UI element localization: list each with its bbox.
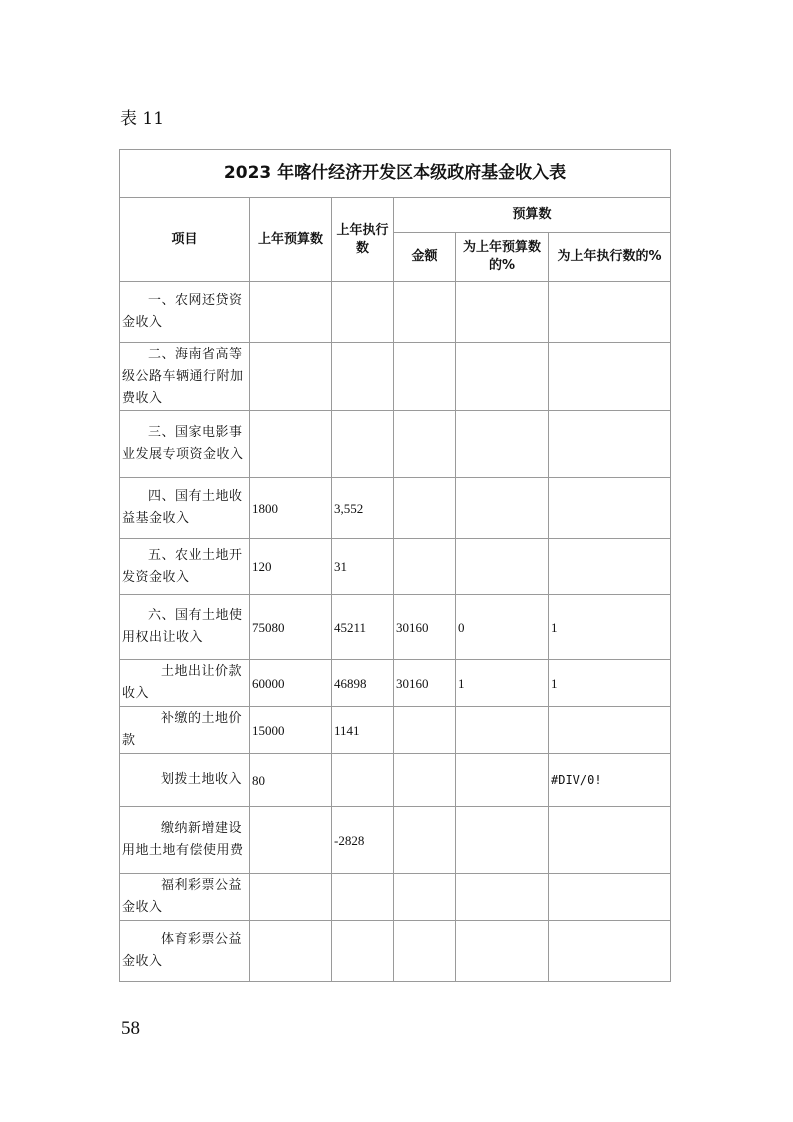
row-item-label: 六、国有土地使用权出让收入 — [120, 595, 250, 660]
cell-pct-budget — [456, 478, 549, 539]
cell-prev-exec: 1141 — [332, 707, 394, 754]
cell-amount — [394, 343, 456, 411]
cell-pct-exec — [549, 282, 671, 343]
header-amount: 金额 — [394, 233, 456, 282]
cell-pct-exec — [549, 874, 671, 921]
cell-prev-budget: 120 — [250, 539, 332, 595]
cell-prev-exec: 3,552 — [332, 478, 394, 539]
cell-pct-exec — [549, 343, 671, 411]
cell-amount — [394, 282, 456, 343]
table-label: 表 11 — [120, 109, 165, 129]
cell-pct-exec — [549, 411, 671, 478]
cell-prev-budget — [250, 874, 332, 921]
row-item-label: 福利彩票公益金收入 — [120, 874, 250, 921]
fund-revenue-table — [119, 149, 671, 982]
row-item-label: 土地出让价款收入 — [120, 660, 250, 707]
cell-pct-budget: 1 — [456, 660, 549, 707]
table-row — [120, 478, 671, 539]
table-row — [120, 754, 671, 807]
table-row — [120, 343, 671, 411]
cell-amount — [394, 478, 456, 539]
cell-pct-budget — [456, 282, 549, 343]
cell-pct-exec — [549, 921, 671, 982]
cell-pct-exec: 1 — [549, 660, 671, 707]
cell-pct-budget — [456, 343, 549, 411]
cell-amount — [394, 921, 456, 982]
cell-prev-exec — [332, 921, 394, 982]
cell-prev-budget: 75080 — [250, 595, 332, 660]
cell-pct-budget — [456, 707, 549, 754]
cell-pct-exec — [549, 807, 671, 874]
cell-prev-budget: 60000 — [250, 660, 332, 707]
table-row — [120, 595, 671, 660]
cell-pct-exec: #DIV/0! — [549, 754, 671, 807]
header-prev-exec: 上年执行数 — [332, 198, 394, 282]
table-row — [120, 411, 671, 478]
table-row — [120, 660, 671, 707]
cell-pct-exec — [549, 707, 671, 754]
header-pct-prev-budget: 为上年预算数的% — [456, 233, 549, 282]
cell-pct-budget — [456, 539, 549, 595]
cell-amount — [394, 707, 456, 754]
cell-pct-budget — [456, 874, 549, 921]
cell-prev-exec — [332, 874, 394, 921]
row-item-label: 三、国家电影事业发展专项资金收入 — [120, 411, 250, 478]
cell-prev-budget — [250, 921, 332, 982]
cell-prev-budget — [250, 807, 332, 874]
cell-amount — [394, 411, 456, 478]
row-item-label: 一、农网还贷资金收入 — [120, 282, 250, 343]
cell-pct-exec — [549, 478, 671, 539]
table-row — [120, 921, 671, 982]
table-row — [120, 707, 671, 754]
cell-prev-exec: -2828 — [332, 807, 394, 874]
header-item: 项目 — [120, 198, 250, 282]
cell-amount: 30160 — [394, 660, 456, 707]
header-pct-prev-exec: 为上年执行数的% — [549, 233, 671, 282]
cell-pct-exec — [549, 539, 671, 595]
table-row — [120, 539, 671, 595]
table-row — [120, 282, 671, 343]
cell-prev-budget: 80 — [250, 754, 332, 807]
row-item-label: 体育彩票公益金收入 — [120, 921, 250, 982]
cell-amount: 30160 — [394, 595, 456, 660]
cell-amount — [394, 539, 456, 595]
cell-prev-exec — [332, 343, 394, 411]
row-item-label: 划拨土地收入 — [120, 754, 250, 807]
page-number: 58 — [121, 1018, 140, 1039]
cell-pct-budget: 0 — [456, 595, 549, 660]
cell-prev-budget: 15000 — [250, 707, 332, 754]
header-prev-budget: 上年预算数 — [250, 198, 332, 282]
cell-prev-exec: 45211 — [332, 595, 394, 660]
table-row — [120, 874, 671, 921]
cell-prev-exec — [332, 282, 394, 343]
cell-pct-budget — [456, 807, 549, 874]
row-item-label: 四、国有土地收益基金收入 — [120, 478, 250, 539]
cell-prev-budget — [250, 411, 332, 478]
cell-amount — [394, 754, 456, 807]
row-item-label: 二、海南省高等级公路车辆通行附加费收入 — [120, 343, 250, 411]
cell-amount — [394, 807, 456, 874]
cell-prev-exec: 31 — [332, 539, 394, 595]
cell-prev-exec — [332, 411, 394, 478]
cell-pct-exec: 1 — [549, 595, 671, 660]
table-row — [120, 807, 671, 874]
cell-prev-exec: 46898 — [332, 660, 394, 707]
row-item-label: 补缴的土地价款 — [120, 707, 250, 754]
cell-prev-exec — [332, 754, 394, 807]
cell-pct-budget — [456, 754, 549, 807]
row-item-label: 五、农业土地开发资金收入 — [120, 539, 250, 595]
cell-pct-budget — [456, 921, 549, 982]
cell-prev-budget: 1800 — [250, 478, 332, 539]
table-title: 2023 年喀什经济开发区本级政府基金收入表 — [120, 150, 671, 198]
cell-amount — [394, 874, 456, 921]
cell-prev-budget — [250, 282, 332, 343]
header-budget-group: 预算数 — [394, 198, 671, 233]
cell-pct-budget — [456, 411, 549, 478]
cell-prev-budget — [250, 343, 332, 411]
row-item-label: 缴纳新增建设用地土地有偿使用费 — [120, 807, 250, 874]
